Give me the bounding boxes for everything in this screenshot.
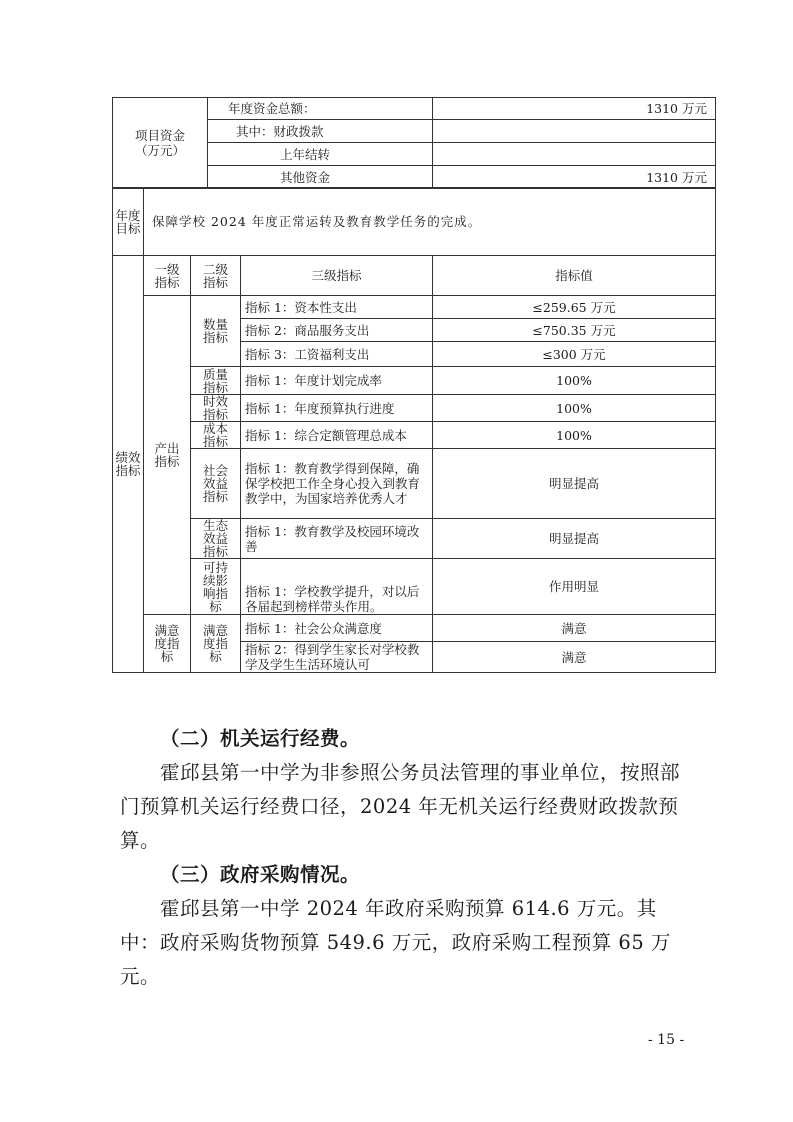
indicator-name: 指标 1：学校教学提升，对以后各届起到榜样带头作用。 (241, 559, 433, 615)
indicators-table (112, 255, 716, 673)
indicator-value: 作用明显 (433, 559, 716, 615)
level2-satisfaction: 满意度指标 (191, 615, 241, 673)
section-heading: （二）机关运行经费。 (160, 727, 361, 750)
goal-text: 保障学校 2024 年度正常运转及教育教学任务的完成。 (144, 188, 716, 256)
header-level3: 三级指标 (241, 256, 433, 296)
indicator-name: 指标 3：工资福利支出 (241, 342, 433, 367)
indicator-name: 指标 1：教育教学及校园环境改善 (241, 519, 433, 559)
section-paragraph: 霍邱县第一中学为非参照公务员法管理的事业单位，按照部门预算机关运行经费口径，2024 年无机关运行经费财政拨款预算。 (120, 761, 681, 852)
funds-row-label: 其他资金 (208, 166, 433, 189)
indicator-value: 满意 (433, 642, 716, 673)
page-number: - 15 - (648, 1032, 685, 1048)
level2-sustainable: 可持续影响指标 (191, 559, 241, 615)
level2-timeliness: 时效指标 (191, 395, 241, 422)
level2-ecological: 生态效益指标 (191, 519, 241, 559)
indicator-value: ≤750.35 万元 (433, 319, 716, 342)
level1-satisfaction: 满意度指标 (144, 615, 191, 673)
indicator-name: 指标 1：资本性支出 (241, 296, 433, 319)
funds-row-label: 上年结转 (208, 143, 433, 166)
level2-cost: 成本指标 (191, 422, 241, 449)
funds-row-label: 年度资金总额： (208, 98, 433, 120)
indicator-name: 指标 1：年度预算执行进度 (241, 395, 433, 422)
funds-row-value (433, 120, 716, 143)
level2-quantity: 数量指标 (191, 296, 241, 367)
indicator-name: 指标 1：年度计划完成率 (241, 367, 433, 395)
level2-quality: 质量指标 (191, 367, 241, 395)
funds-row-value: 1310 万元 (433, 166, 716, 189)
indicator-value: 100% (433, 367, 716, 395)
header-value: 指标值 (433, 256, 716, 296)
body-text (120, 722, 680, 994)
header-level1: 一级指标 (144, 256, 191, 296)
section-heading: （三）政府采购情况。 (160, 863, 361, 886)
goal-table (112, 187, 716, 256)
indicator-value: ≤300 万元 (433, 342, 716, 367)
indicator-value: ≤259.65 万元 (433, 296, 716, 319)
indicator-value: 明显提高 (433, 449, 716, 519)
indicator-name: 指标 1：教育教学得到保障，确保学校把工作全身心投入到教育教学中，为国家培养优秀人才 (241, 449, 433, 519)
indicator-name: 指标 1：社会公众满意度 (241, 615, 433, 642)
funds-row-label: 其中：财政拨款 (208, 120, 433, 143)
indicator-name: 指标 2：得到学生家长对学校教学及学生生活环境认可 (241, 642, 433, 673)
indicator-name: 指标 1：综合定额管理总成本 (241, 422, 433, 449)
level1-output: 产出指标 (144, 296, 191, 615)
funds-table (112, 97, 716, 189)
header-level2: 二级指标 (191, 256, 241, 296)
funds-row-value (433, 143, 716, 166)
indicator-value: 明显提高 (433, 519, 716, 559)
indicator-value: 100% (433, 395, 716, 422)
section-paragraph: 霍邱县第一中学 2024 年政府采购预算 614.6 万元。其中：政府采购货物预算 549.6 万元，政府采购工程预算 65 万元。 (120, 897, 671, 988)
indicator-name: 指标 2：商品服务支出 (241, 319, 433, 342)
funds-label: 项目资金（万元） (113, 98, 208, 189)
indicator-value: 满意 (433, 615, 716, 642)
level2-social: 社会效益指标 (191, 449, 241, 519)
goal-label: 年度目标 (113, 188, 144, 256)
funds-row-value: 1310 万元 (433, 98, 716, 120)
indicator-value: 100% (433, 422, 716, 449)
section-label: 绩效指标 (113, 256, 144, 673)
